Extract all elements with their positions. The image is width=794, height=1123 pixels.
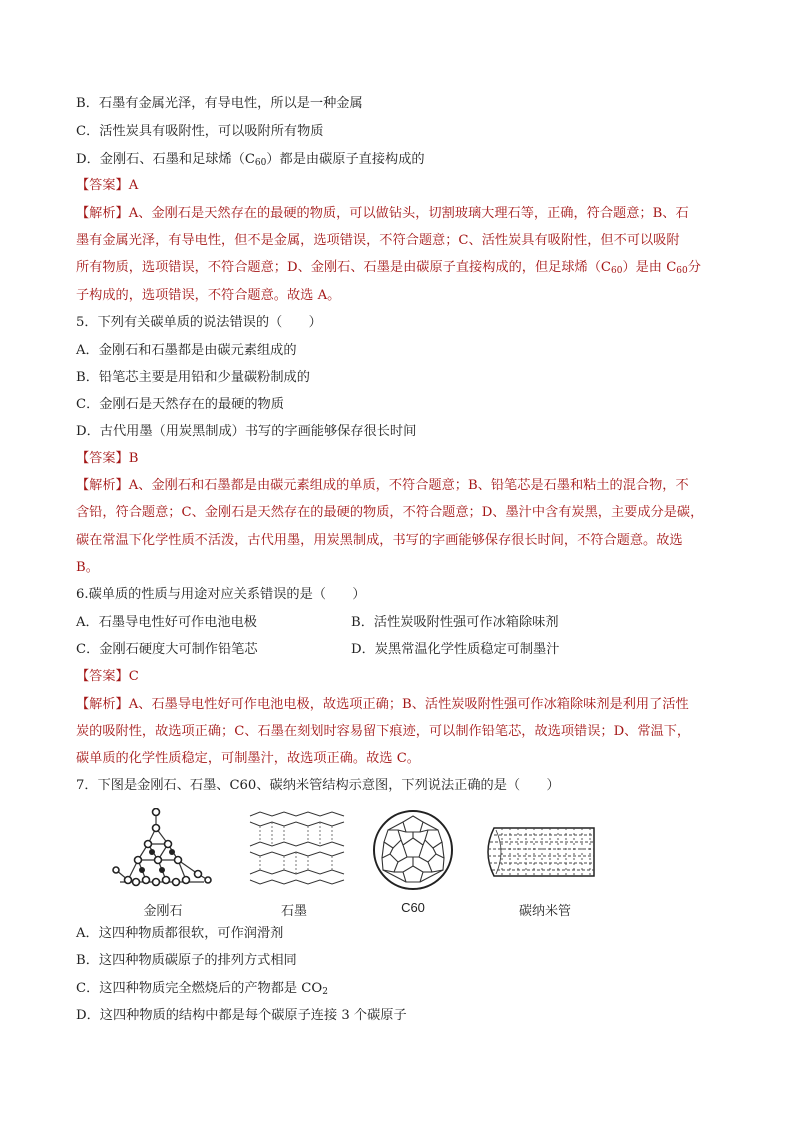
graphite-structure-figure [246, 808, 348, 888]
q6-option-c: C．金刚石硬度大可制作铅笔芯 [76, 642, 258, 657]
q7-stem: 7．下图是金刚石、石墨、C60、碳纳米管结构示意图，下列说法正确的是（ ） [76, 778, 560, 793]
q6-answer: 【答案】C [76, 669, 139, 684]
q6-option-a: A．石墨导电性好可作电池电极 [76, 615, 257, 630]
q5-explanation-line: 【解析】A、金刚石和石墨都是由碳元素组成的单质，不符合题意；B、铅笔芯是石墨和粘土的混合物，不 [76, 478, 689, 493]
c60-structure-figure [368, 808, 458, 892]
q5-option-c: C．金刚石是天然存在的最硬的物质 [76, 397, 284, 412]
q5-explanation-line: 碳在常温下化学性质不活泼，古代用墨，用炭黑制成，书写的字画能够保存很长时间，不符合题意。故选 [76, 533, 683, 548]
q7-option-d: D．这四种物质的结构中都是每个碳原子连接 3 个碳原子 [76, 1008, 407, 1023]
q4-answer: 【答案】A [76, 178, 139, 193]
q5-option-b: B．铅笔芯主要是用铅和少量碳粉制成的 [76, 370, 310, 385]
figure-label-graphite: 石墨 [280, 903, 307, 918]
q4-option-c: C．活性炭具有吸附性，可以吸附所有物质 [76, 124, 324, 139]
q7-option-a: A．这四种物质都很软，可作润滑剂 [76, 926, 284, 941]
q7-option-c: C．这四种物质完全燃烧后的产物都是 $CO_2$ [76, 981, 328, 997]
q6-explanation-line: 【解析】A、石墨导电性好可作电池电极，故选项正确；B、活性炭吸附性强可作冰箱除味剂是利用了活性 [76, 697, 689, 712]
q4-explanation-line: 所有物质，选项错误，不符合题意；D、金刚石、石墨是由碳原子直接构成的，但足球烯$(C_{60})$是由 $C_{60}$分 [76, 260, 701, 276]
q6-option-d: D．炭黑常温化学性质稳定可制墨汁 [351, 642, 560, 657]
q5-option-d: D．古代用墨（用炭黑制成）书写的字画能够保存很长时间 [76, 424, 417, 439]
figure-label-diamond: 金刚石 [143, 903, 183, 918]
q4-option-b: B．石墨有金属光泽，有导电性，所以是一种金属 [76, 96, 363, 111]
q6-option-b: B．活性炭吸附性强可作冰箱除味剂 [351, 615, 559, 630]
q4-explanation-line: 子构成的，选项错误，不符合题意。故选 A。 [76, 288, 341, 303]
q4-explanation-line: 墨有金属光泽，有导电性，但不是金属，选项错误，不符合题意；C、活性炭具有吸附性，但不可以吸附 [76, 233, 680, 248]
q7-option-b: B．这四种物质碳原子的排列方式相同 [76, 953, 297, 968]
q4-explanation-line: 【解析】A、金刚石是天然存在的最硬的物质，可以做钻头，切割玻璃大理石等，正确，符合题意；B、石 [76, 206, 689, 221]
q6-explanation-line: 碳单质的化学性质稳定，可制墨汁，故选项正确。故选 C。 [76, 751, 420, 766]
figure-label-nanotube: 碳纳米管 [518, 903, 571, 918]
q5-stem: 5．下列有关碳单质的说法错误的（ ） [76, 315, 322, 330]
diamond-structure-figure [112, 808, 214, 890]
q5-option-a: A．金刚石和石墨都是由碳元素组成的 [76, 343, 297, 358]
q4-option-d: D．金刚石、石墨和足球烯$(C_{60})$都是由碳原子直接构成的 [76, 152, 425, 168]
q6-explanation-line: 炭的吸附性，故选项正确；C、石墨在刻划时容易留下痕迹，可以制作铅笔芯，故选项错误；D、常温下， [76, 724, 691, 739]
q5-explanation-line: 含铅，符合题意；C、金刚石是天然存在的最硬的物质，不符合题意；D、墨汁中含有炭黑，主要成分是碳， [76, 505, 704, 520]
q5-answer: 【答案】B [76, 451, 139, 466]
figure-label-c60: C60 [401, 900, 425, 915]
nanotube-structure-figure [480, 822, 598, 882]
q5-explanation-line: B。 [76, 560, 99, 575]
q6-stem: 6.碳单质的性质与用途对应关系错误的是（ ） [76, 587, 366, 602]
